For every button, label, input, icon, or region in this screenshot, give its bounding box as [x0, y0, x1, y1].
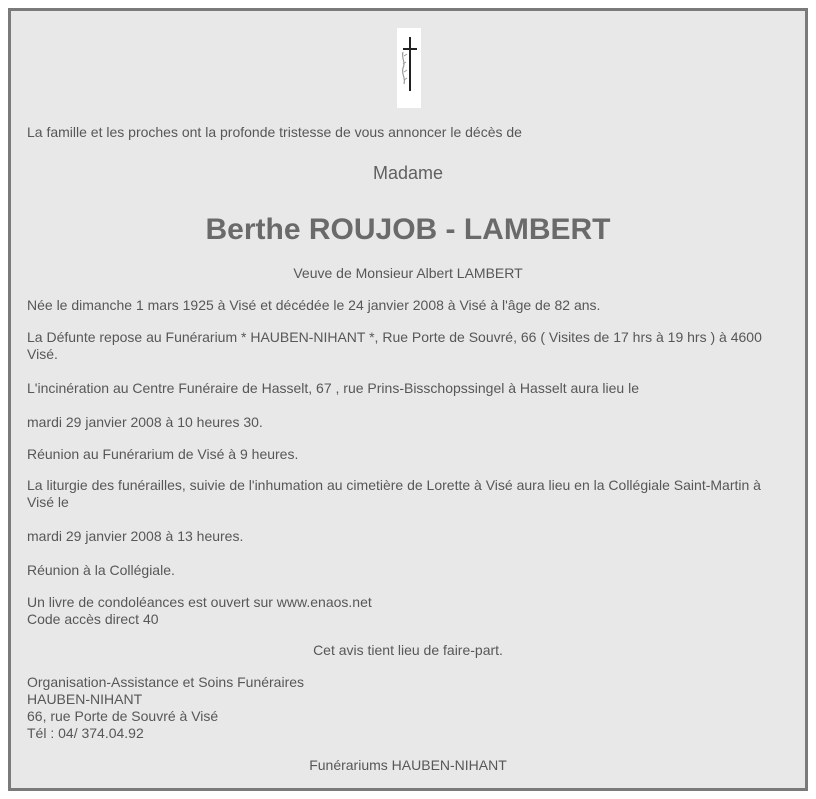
- condolences-line: Un livre de condoléances est ouvert sur www.enaos.net: [27, 594, 372, 610]
- footer-text: Funérariums HAUBEN-NIHANT: [309, 757, 507, 773]
- cremation-date: mardi 29 janvier 2008 à 10 heures 30.: [27, 414, 263, 430]
- org-address: 66, rue Porte de Souvré à Visé: [27, 708, 219, 724]
- intro-text: La famille et les proches ont la profonde tristesse de vous annoncer le décès de: [27, 124, 522, 140]
- widow-line: Veuve de Monsieur Albert LAMBERT: [293, 265, 523, 281]
- meeting-funerarium: Réunion au Funérarium de Visé à 9 heures.: [27, 446, 299, 462]
- org-name: Organisation-Assistance et Soins Funéraires: [27, 674, 305, 690]
- liturgy-date: mardi 29 janvier 2008 à 13 heures.: [27, 528, 244, 544]
- cremation-text: L'incinération au Centre Funéraire de Hasselt, 67 , rue Prins-Bisschopssingel à Hasselt aura lieu le: [27, 380, 639, 396]
- org-company: HAUBEN-NIHANT: [27, 691, 143, 707]
- liturgy-text: La liturgie des funérailles, suivie de l'inhumation au cimetière de Lorette à Visé aura lieu en la Collégiale Saint-Martin à Visé le: [27, 477, 761, 510]
- repose-text: La Défunte repose au Funérarium * HAUBEN-NIHANT *, Rue Porte de Souvré, 66 ( Visites de 17 hrs à 19 hrs ) à 4600 Visé.: [27, 329, 762, 362]
- deceased-name: Berthe ROUJOB - LAMBERT: [205, 213, 611, 246]
- obituary-card: [8, 8, 808, 791]
- meeting-collegiale: Réunion à la Collégiale.: [27, 562, 175, 578]
- cross-icon: [397, 28, 421, 108]
- access-code: Code accès direct 40: [27, 611, 159, 627]
- honorific-title: Madame: [372, 163, 444, 183]
- notice-text: Cet avis tient lieu de faire-part.: [313, 642, 503, 658]
- org-phone: Tél : 04/ 374.04.92: [27, 725, 144, 741]
- birth-death-text: Née le dimanche 1 mars 1925 à Visé et décédée le 24 janvier 2008 à Visé à l'âge de 82 ans.: [27, 297, 601, 313]
